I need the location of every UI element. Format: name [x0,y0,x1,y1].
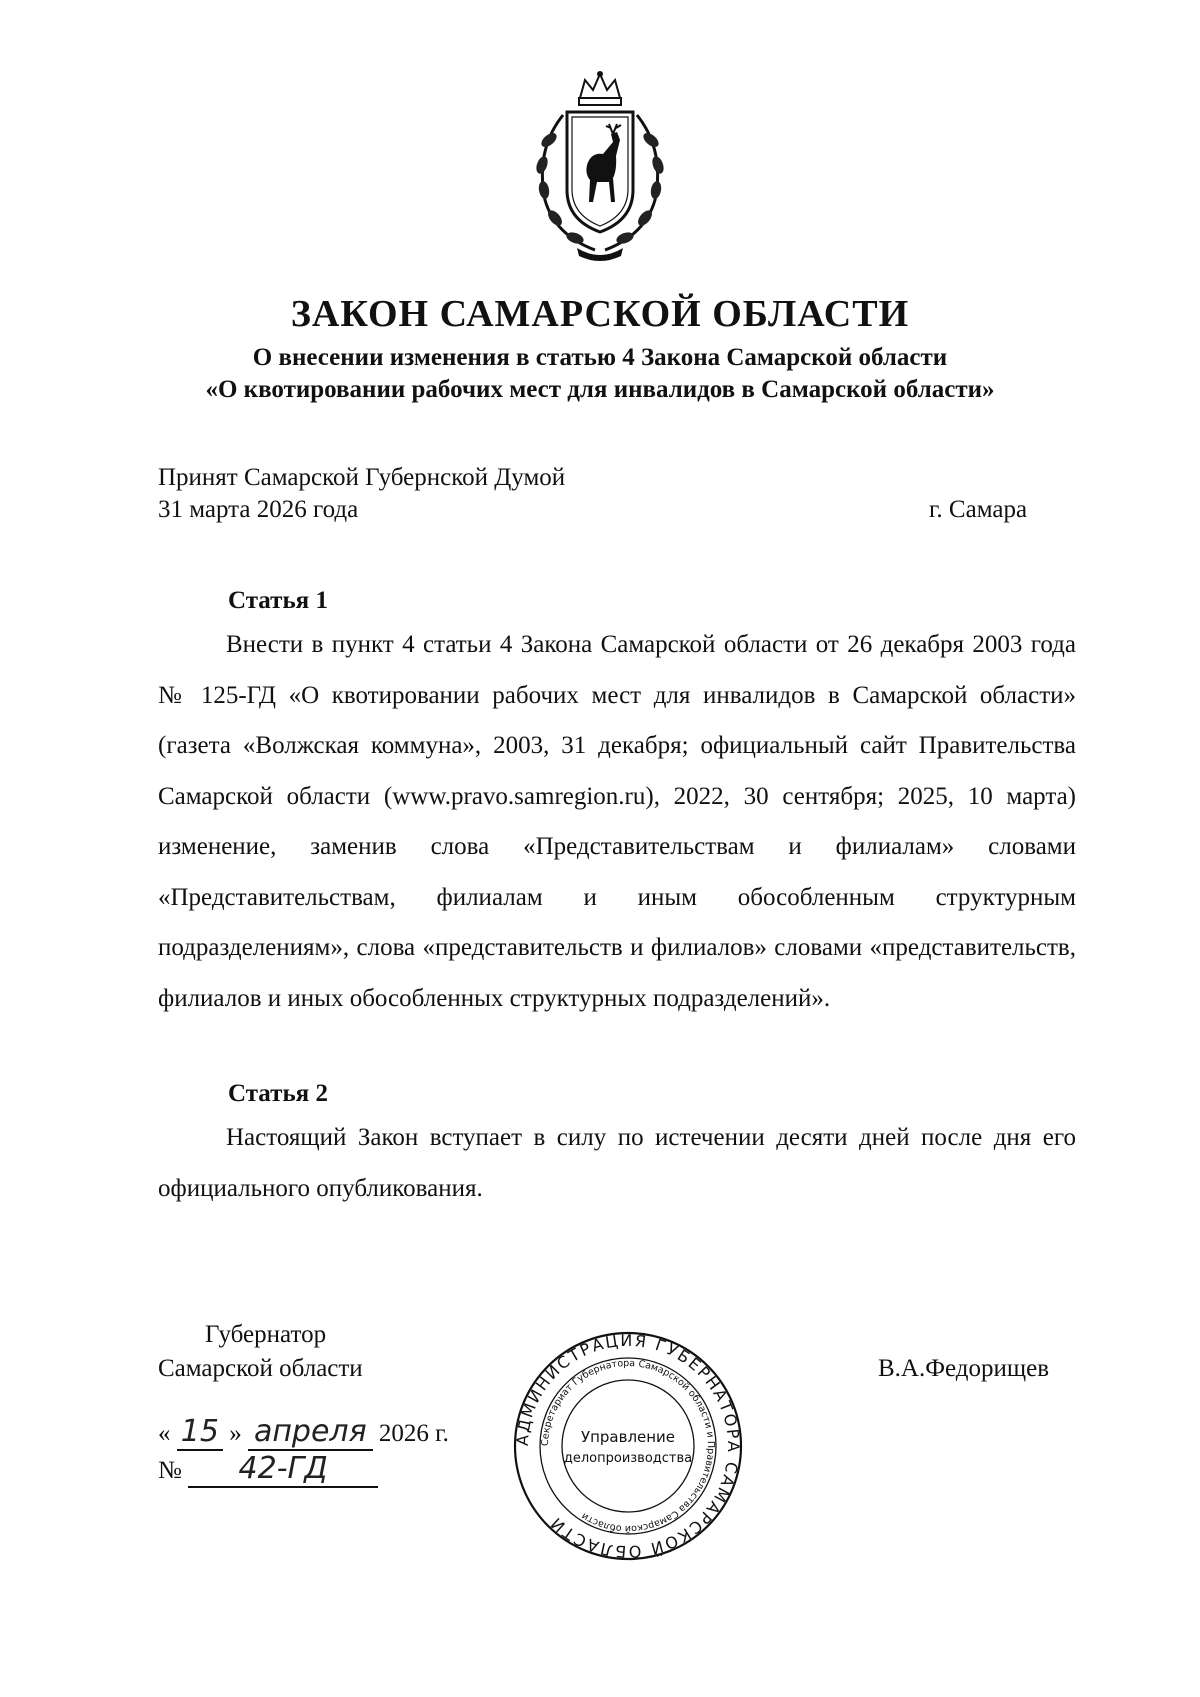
number-value: 42-ГД [188,1452,378,1488]
stamp-center-line2: делопроизводства [563,1451,693,1466]
document-title: ЗАКОН САМАРСКОЙ ОБЛАСТИ [290,293,910,335]
signatory-name: В.А.Федорищев [878,1355,1049,1382]
article-1-text: Внести в пункт 4 статьи 4 Закона Самарской области от 26 декабря 2003 года № 125-ГД «О квотировании рабочих мест для инвалидов в Самарской области» (газета «Волжская коммуна», 2003, 31 декабря; официальный сайт Правительства Самарской области (www.pravo.samregion.ru), 2022, 30 сентября; 2025, 10 марта) изменение, заменив слова «Представительствам и филиалам» словами «Представительствам, филиалам и иным обособленным структурным подразделениям», слова «представительств и филиалов» словами «представительств, филиалов и иных обособленных структурных подразделений». [158,631,1076,1012]
law-number [158,1452,378,1488]
adopted-by: Принят Самарской Губернской Думой [158,464,566,491]
signing-date [158,1415,449,1451]
stamp-center-line1: Управление [580,1428,676,1446]
article-2-text: Настоящий Закон вступает в силу по истечении десяти дней после дня его официального опубликования. [158,1124,1076,1202]
stamp-middle-text: Секретариат Губернатора Самарской области и Правительства Самарской области [539,1357,717,1535]
document-subtitle-line1: О внесении изменения в статью 4 Закона Самарской области [252,344,948,371]
stamp-outer-text: АДМИНИСТРАЦИЯ ГУБЕРНАТОРА САМАРСКОЙ ОБЛАСТИ [512,1330,744,1562]
official-stamp-icon [512,1330,744,1562]
date-month: апреля [248,1415,373,1451]
date-year: 2026 г. [378,1420,449,1447]
date-day: 15 [177,1415,223,1451]
date-close-quote: » [229,1420,242,1447]
number-prefix: № [158,1457,182,1484]
adopted-date: 31 марта 2026 года [158,496,359,523]
document-subtitle-line2: «О квотировании рабочих мест для инвалидов в Самарской области» [205,376,995,403]
city: г. Самара [929,496,1028,523]
article-2-heading: Статья 2 [228,1080,328,1107]
coat-of-arms-icon [525,70,675,265]
signatory-position-line1: Губернатор [205,1321,327,1348]
signatory-position-line2: Самарской области [158,1355,363,1382]
article-1-heading: Статья 1 [228,587,328,614]
date-open-quote: « [158,1420,171,1447]
